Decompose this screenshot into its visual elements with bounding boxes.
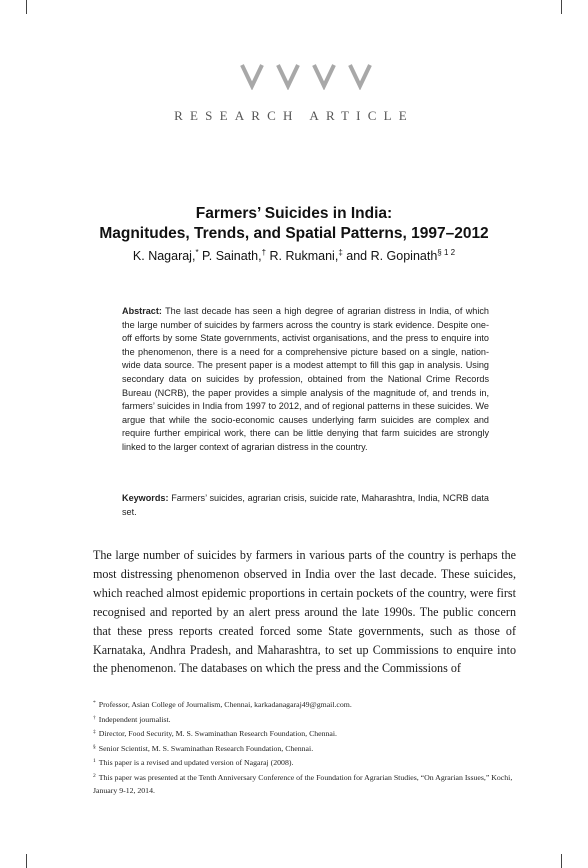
footnote-mark: §	[93, 743, 96, 750]
footnote-mark: 2	[93, 772, 96, 779]
author-name: and R. Gopinath	[346, 249, 438, 263]
keywords	[122, 492, 489, 519]
footnote-mark: ‡	[93, 729, 96, 736]
abstract-text: The last decade has seen a high degree of agrarian distress in India, of which the large number of suicides by farmers across the country is stark evidence. Despite one-off efforts by some State governments, activist organisations, and the press to enquire into the phenomenon, there is a need for a comprehensive picture based on a single, nation-wide data source. The present paper is a modest attempt to fill this gap in analysis. Using secondary data on suicides by profession, obtained from the National Crime Records Bureau (NCRB), the paper provides a simple analysis of the magnitude of, and trends in, farmers’ suicides in India from 1997 to 2012, and of regional patterns in these suicides. We argue that while the socio-economic causes underlying farm suicides are complex and require further empirical work, there can be little denying that farm suicides are strongly linked to the larger context of agrarian distress in the country.	[122, 306, 489, 452]
author-mark: § 1 2	[437, 248, 456, 257]
crop-mark-bottom-left	[26, 854, 27, 868]
keywords-label: Keywords:	[122, 493, 169, 503]
footnote	[93, 697, 516, 712]
author-mark: *	[195, 248, 199, 257]
author-mark: ‡	[338, 248, 343, 257]
section-label: RESEARCH ARTICLE	[174, 108, 414, 123]
footnote	[93, 712, 516, 727]
footnote	[93, 770, 516, 797]
footnote-text: Independent journalist.	[98, 714, 171, 724]
footnotes	[93, 697, 516, 797]
footnote-text: Professor, Asian College of Journalism, Chennai, karkadanagaraj49@gmail.com.	[98, 700, 352, 709]
author-mark: †	[261, 248, 267, 257]
footnote-mark: 1	[93, 758, 96, 765]
footnote-mark: *	[93, 700, 96, 706]
footnote-text: Director, Food Security, M. S. Swaminathan Research Foundation, Chennai.	[98, 729, 337, 739]
title-line-2: Magnitudes, Trends, and Spatial Patterns, 1997–2012	[99, 225, 489, 242]
author-name: P. Sainath,	[202, 249, 262, 263]
author-name: K. Nagaraj,	[132, 249, 196, 263]
footnote-text: Senior Scientist, M. S. Swaminathan Research Foundation, Chennai.	[98, 743, 314, 753]
footnote-text: This paper is a revised and updated version of Nagaraj (2008).	[98, 758, 294, 768]
body-paragraph: The large number of suicides by farmers in various parts of the country is perhaps the most distressing phenomenon observed in India over the last decade. These suicides, which reached almost epidemic proportions in certain pockets of the country, were first recognised and reported by an alert press around the late 1990s. The public concern that these press reports created forced some State governments, such as those of Karnataka, Andhra Pradesh, and Maharashtra, to set up Commissions to enquire into the phenomenon. The databases on which the press and the Commissions of	[93, 548, 516, 676]
keywords-text: Farmers’ suicides, agrarian crisis, suicide rate, Maharashtra, India, NCRB data set.	[122, 493, 489, 517]
title-line-1: Farmers’ Suicides in India:	[195, 205, 393, 222]
article-title	[60, 204, 528, 244]
journal-chevron-logo-icon	[238, 62, 378, 90]
abstract	[122, 305, 489, 455]
crop-mark-bottom-right	[561, 854, 562, 868]
footnote	[93, 741, 516, 756]
footnote	[93, 726, 516, 741]
author-name: R. Rukmani,	[269, 249, 339, 263]
crop-mark-top-left	[26, 0, 27, 14]
footnote	[93, 755, 516, 770]
author-list	[60, 248, 528, 263]
footnote-text: This paper was presented at the Tenth Anniversary Conference of the Foundation for Agrarian Studies, “On Agrarian Issues,” Kochi, January 9-12, 2014.	[93, 772, 513, 795]
crop-mark-top-right	[561, 0, 562, 14]
footnote-mark: †	[93, 714, 96, 721]
abstract-label: Abstract:	[122, 306, 162, 316]
